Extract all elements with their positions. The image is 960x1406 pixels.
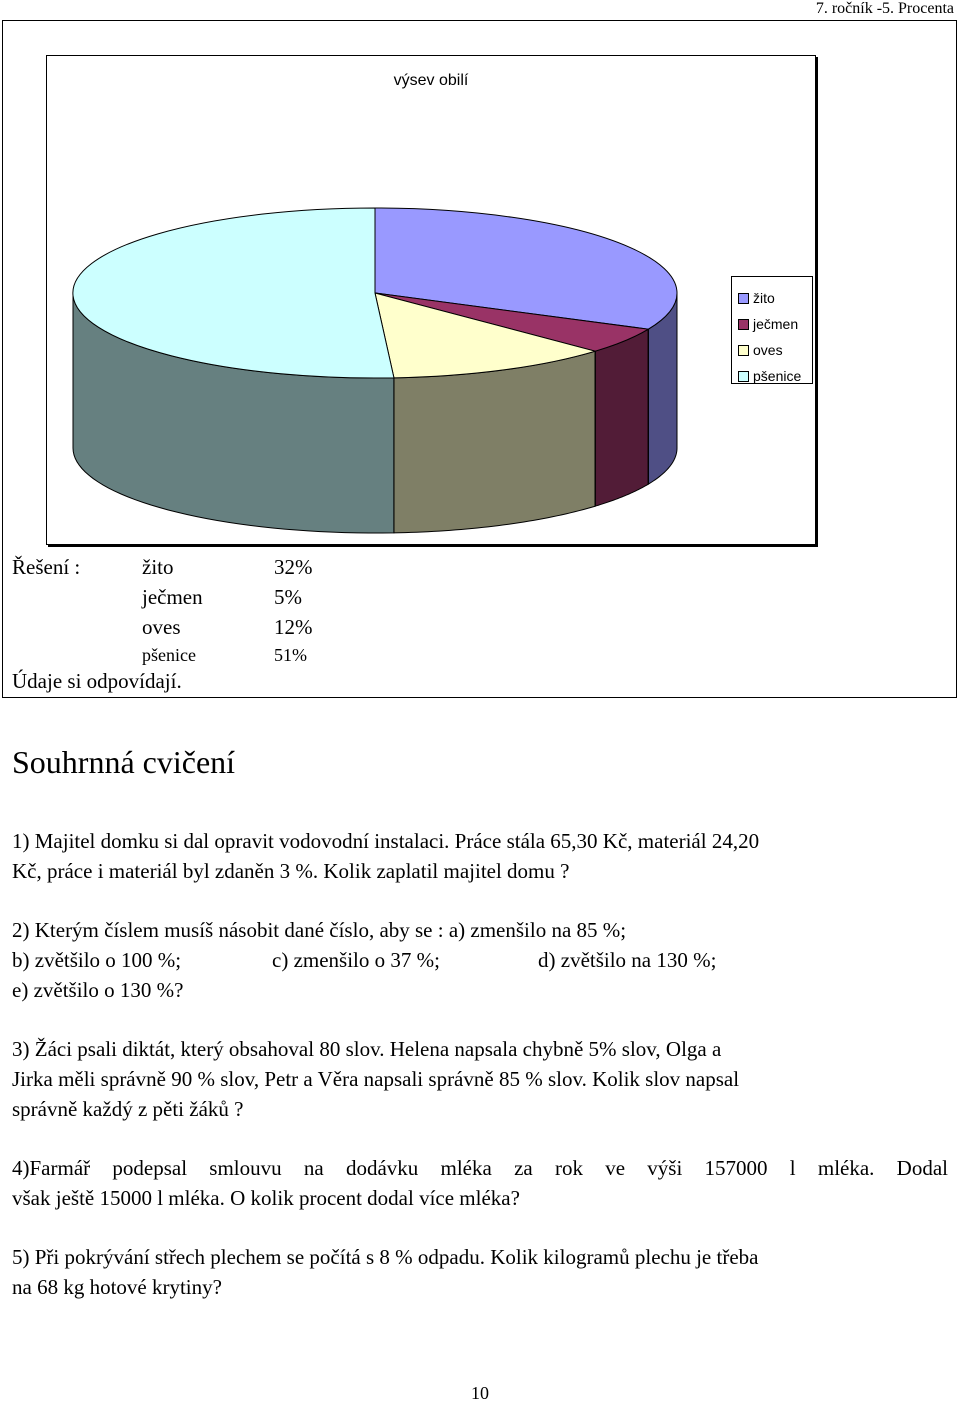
exercise-5 [12,1242,948,1302]
exercise-text: 2) Kterým číslem musíš násobit dané číslo, aby se : a) zmenšilo na 85 %; [12,918,627,942]
chart-title: výsev obilí [393,72,469,89]
exercise-text: 3) Žáci psali diktát, který obsahoval 80 slov. Helena napsala chybně 5% slov, Olga a [12,1037,722,1061]
section-title: Souhrnná cvičení [12,744,236,780]
legend-label: pšenice [753,368,802,384]
exercise-text: 5) Při pokrývání střech plechem se počítá s 8 % odpadu. Kolik kilogramů plechu je třeba [12,1245,759,1269]
solution-block [12,552,313,696]
exercise-option-d: d) zvětšilo na 130 %; [538,948,717,972]
exercise-text: však ještě 15000 l mléka. O kolik procent dodal více mléka? [12,1186,520,1210]
solution-name: ječmen [142,585,203,609]
legend-label: oves [753,342,783,358]
page-number: 10 [471,1383,489,1403]
exercise-text: 1) Majitel domku si dal opravit vodovodní instalaci. Práce stála 65,30 Kč, materiál 24,20 [12,829,760,853]
exercise-text: Kč, práce i materiál byl zdaněn 3 %. Kolik zaplatil majitel domu ? [12,859,570,883]
exercise-1 [12,826,948,886]
exercise-4 [12,1153,948,1213]
legend-item-zito [732,285,812,311]
exercise-text: správně každý z pěti žáků ? [12,1097,244,1121]
legend-item-psenice [732,363,812,389]
exercise-list [12,826,948,1331]
solution-name: žito [142,555,174,579]
solution-name: pšenice [142,645,196,665]
legend-swatch [738,371,749,382]
solution-note: Údaje si odpovídají. [12,669,182,693]
legend-item-jecmen [732,311,812,337]
chart-legend [731,276,813,384]
exercise-3 [12,1034,948,1124]
legend-label: žito [753,290,775,306]
exercise-2 [12,915,948,1005]
exercise-option-b: b) zvětšilo o 100 %; [12,948,182,972]
legend-swatch [738,293,749,304]
solution-value: 12% [274,615,313,639]
solution-label: Řešení : [12,555,81,579]
legend-item-oves [732,337,812,363]
solution-value: 51% [274,645,307,665]
pie-side-2 [394,351,595,533]
solution-value: 5% [274,585,302,609]
legend-label: ječmen [753,316,799,332]
exercise-text: Jirka měli správně 90 % slov, Petr a Věra napsali správně 85 % slov. Kolik slov napsal [12,1067,740,1091]
exercise-text: 4)Farmář podepsal smlouvu na dodávku mléka za rok ve výši 157000 l mléka. Dodal [12,1156,948,1180]
solution-name: oves [142,615,181,639]
page-header: 7. ročník -5. Procenta [815,0,954,17]
solution-value: 32% [274,555,313,579]
pie-chart [46,55,816,545]
legend-swatch [738,345,749,356]
legend-swatch [738,319,749,330]
exercise-option-e: e) zvětšilo o 130 %? [12,978,184,1002]
exercise-option-c: c) zmenšilo o 37 %; [272,948,440,972]
pie-plot [47,56,817,546]
pie-side-1 [595,329,648,506]
exercise-text: na 68 kg hotové krytiny? [12,1275,222,1299]
